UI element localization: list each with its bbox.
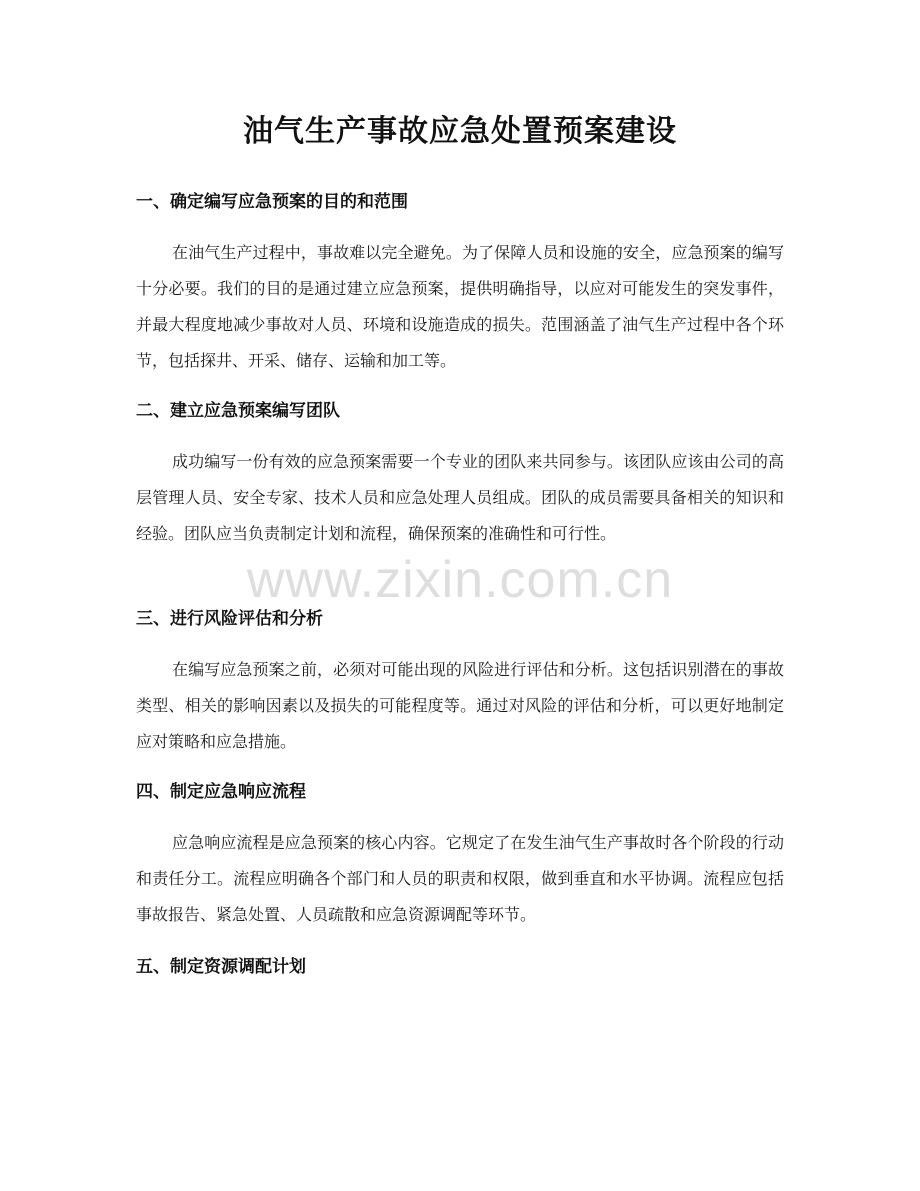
section-heading-4: 四、制定应急响应流程 [136, 782, 306, 802]
section-paragraph-1: 在油气生产过程中，事故难以完全避免。为了保障人员和设施的安全，应急预案的编写十分必要。我们的目的是通过建立应急预案，提供明确指导，以应对可能发生的突发事件，并最大程度地减少事故对人员、环境和设施造成的损失。范围涵盖了油气生产过程中各个环节，包括探井、开采、储存、运输和加工等。 [136, 243, 784, 370]
section-heading-3: 三、进行风险评估和分析 [136, 609, 323, 629]
watermark: www.zixin.com.cn [246, 551, 674, 609]
section-heading-1: 一、确定编写应急预案的目的和范围 [136, 192, 408, 212]
section-paragraph-2: 成功编写一份有效的应急预案需要一个专业的团队来共同参与。该团队应该由公司的高层管理人员、安全专家、技术人员和应急处理人员组成。团队的成员需要具备相关的知识和经验。团队应当负责制定计划和流程，确保预案的准确性和可行性。 [136, 452, 784, 543]
section-paragraph-3: 在编写应急预案之前，必须对可能出现的风险进行评估和分析。这包括识别潜在的事故类型、相关的影响因素以及损失的可能程度等。通过对风险的评估和分析，可以更好地制定应对策略和应急措施。 [136, 660, 784, 751]
document-title: 油气生产事故应急处置预案建设 [243, 114, 677, 149]
section-heading-2: 二、建立应急预案编写团队 [136, 401, 340, 421]
section-paragraph-4: 应急响应流程是应急预案的核心内容。它规定了在发生油气生产事故时各个阶段的行动和责任分工。流程应明确各个部门和人员的职责和权限，做到垂直和水平协调。流程应包括事故报告、紧急处置、人员疏散和应急资源调配等环节。 [136, 833, 784, 924]
section-heading-5: 五、制定资源调配计划 [136, 957, 306, 977]
